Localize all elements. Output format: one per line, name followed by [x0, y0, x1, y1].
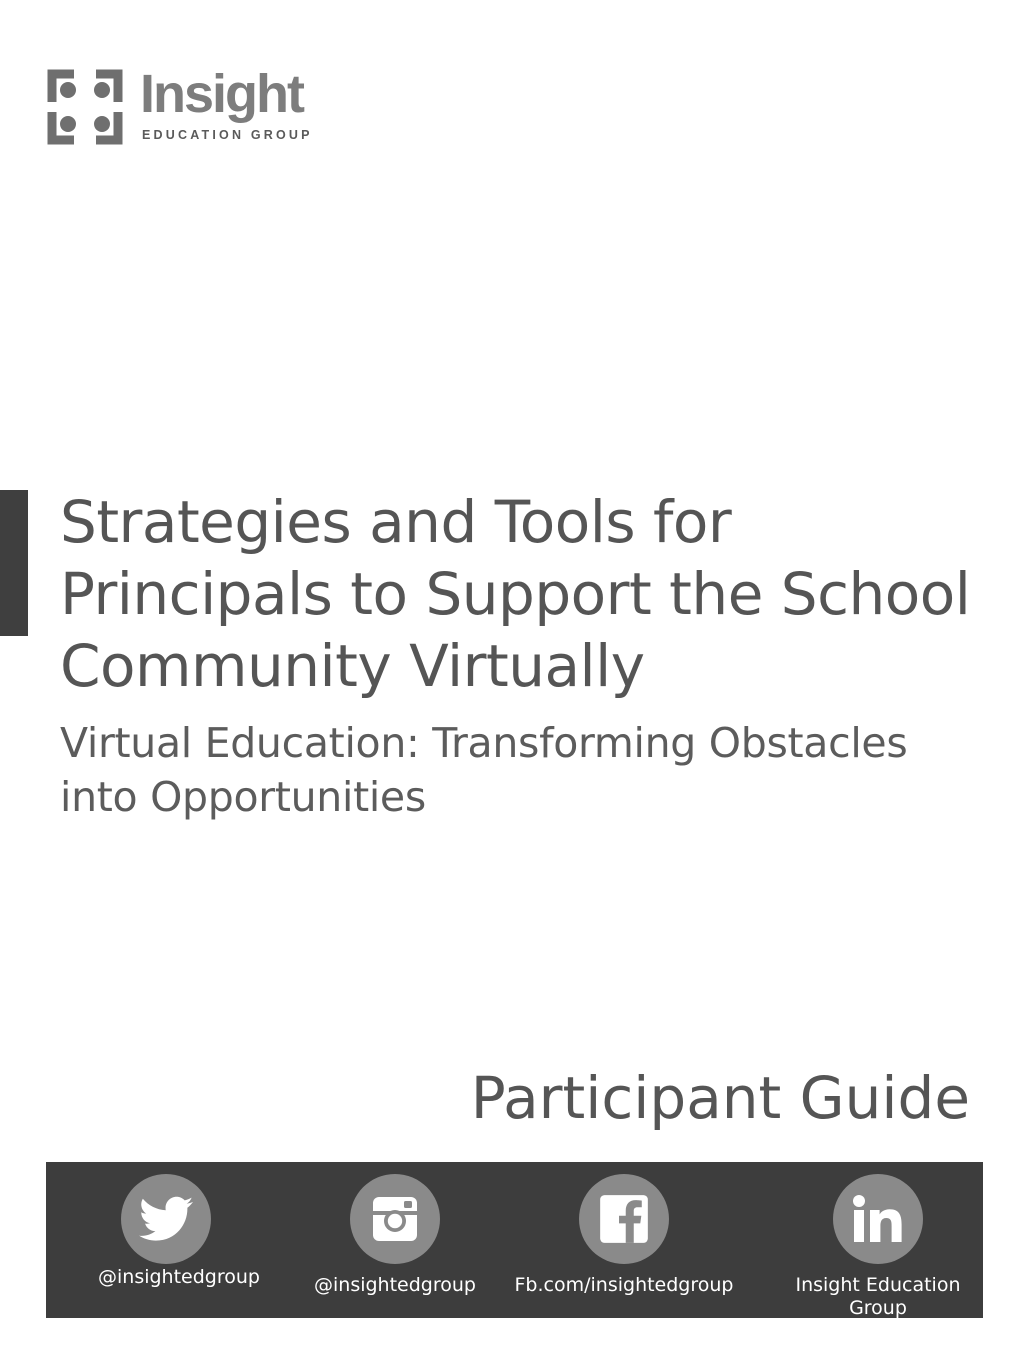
- side-accent-bar: [0, 490, 28, 636]
- facebook-icon-circle: [579, 1174, 669, 1264]
- logo-wordmark: Insight: [140, 64, 303, 124]
- twitter-icon: [139, 1196, 193, 1242]
- document-subtitle: Virtual Education: Transforming Obstacles into Opportunities: [60, 719, 908, 821]
- document-title: Strategies and Tools for Principals to Support the School Community Virtually: [60, 488, 971, 700]
- social-footer: [46, 1162, 983, 1318]
- logo-subtitle: EDUCATION GROUP: [142, 128, 313, 142]
- twitter-icon-circle: [121, 1174, 211, 1264]
- linkedin-link[interactable]: [790, 1174, 966, 1320]
- insight-logo-icon: [44, 66, 126, 148]
- linkedin-icon: [852, 1194, 904, 1244]
- linkedin-handle: Insight Education Group: [795, 1274, 961, 1319]
- instagram-link[interactable]: [312, 1174, 478, 1297]
- facebook-handle: Fb.com/insightedgroup: [514, 1274, 734, 1296]
- linkedin-icon-circle: [833, 1174, 923, 1264]
- twitter-handle: @insightedgroup: [98, 1266, 260, 1288]
- instagram-icon: [371, 1195, 419, 1243]
- participant-guide-label: Participant Guide: [470, 1064, 970, 1132]
- logo: [44, 66, 334, 156]
- facebook-icon: [598, 1193, 650, 1245]
- instagram-handle: @insightedgroup: [314, 1274, 476, 1296]
- twitter-link[interactable]: [98, 1174, 260, 1289]
- facebook-link[interactable]: [510, 1174, 738, 1297]
- instagram-icon-circle: [350, 1174, 440, 1264]
